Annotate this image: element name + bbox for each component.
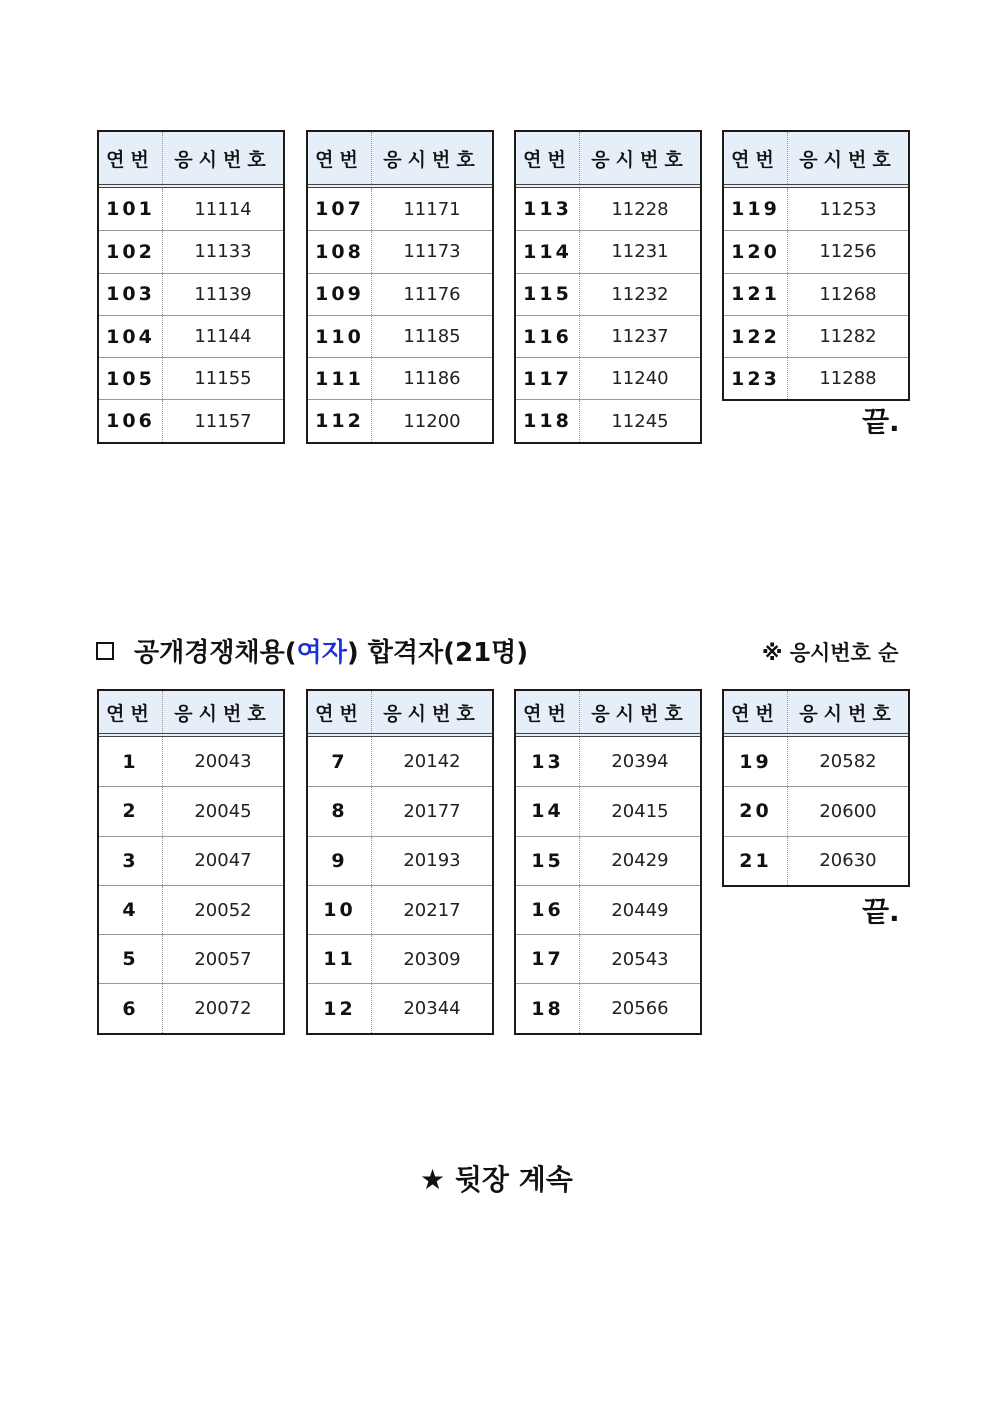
- table-row: [516, 836, 700, 885]
- exam-no-cell: 20057: [194, 948, 252, 970]
- table-header: [308, 132, 492, 188]
- table-row: [308, 273, 492, 315]
- seq-cell: 111: [308, 358, 372, 399]
- exam-no-cell: 20582: [819, 751, 877, 773]
- exam-no-cell: 11240: [611, 368, 669, 390]
- table-row: [724, 786, 908, 835]
- table-header: [724, 691, 908, 737]
- exam-no-cell: 11282: [819, 326, 877, 348]
- seq-cell: 104: [99, 316, 163, 357]
- table-row: [724, 836, 908, 885]
- table-row: [516, 786, 700, 835]
- seq-cell: 102: [99, 231, 163, 272]
- exam-no-cell: 20217: [403, 899, 461, 921]
- table-row: [308, 983, 492, 1032]
- seq-cell: 19: [724, 737, 788, 786]
- header-seq: 연번: [308, 691, 372, 733]
- table-row: [308, 786, 492, 835]
- table-row: [99, 737, 283, 786]
- table-row: [99, 836, 283, 885]
- exam-no-cell: 20043: [194, 751, 252, 773]
- table-header: [516, 691, 700, 737]
- seq-cell: 8: [308, 787, 372, 835]
- seq-cell: 11: [308, 935, 372, 983]
- seq-cell: 1: [99, 737, 163, 786]
- table-row: [724, 357, 908, 399]
- table-row: [99, 315, 283, 357]
- seq-cell: 21: [724, 837, 788, 885]
- seq-cell: 117: [516, 358, 580, 399]
- seq-cell: 120: [724, 231, 788, 272]
- seq-cell: 12: [308, 984, 372, 1032]
- header-exam-no: 응시번호: [799, 702, 897, 725]
- exam-no-cell: 11173: [403, 241, 461, 263]
- continue-note: ★ 뒷장 계속: [420, 1163, 573, 1196]
- table-row: [516, 983, 700, 1032]
- exam-no-cell: 20449: [611, 899, 669, 921]
- table-row: [308, 885, 492, 934]
- seq-cell: 110: [308, 316, 372, 357]
- exam-no-cell: 20543: [611, 948, 669, 970]
- table-row: [99, 273, 283, 315]
- table-header: [516, 132, 700, 188]
- header-exam-no: 응시번호: [383, 148, 481, 171]
- seq-cell: 108: [308, 231, 372, 272]
- exam-no-cell: 11200: [403, 410, 461, 432]
- exam-no-cell: 11176: [403, 283, 461, 305]
- exam-no-cell: 20394: [611, 751, 669, 773]
- header-seq: 연번: [308, 132, 372, 184]
- exam-no-cell: 11245: [611, 410, 669, 432]
- table-row: [308, 934, 492, 983]
- exam-no-cell: 20630: [819, 850, 877, 872]
- exam-no-cell: 20309: [403, 948, 461, 970]
- seq-cell: 10: [308, 886, 372, 934]
- table-row: [99, 357, 283, 399]
- end-mark-section2: 끝.: [862, 895, 900, 928]
- table-row: [516, 399, 700, 441]
- header-exam-no: 응시번호: [174, 702, 272, 725]
- header-seq: 연번: [724, 132, 788, 184]
- section2-title-highlight: 여자: [296, 638, 347, 668]
- results-table: [722, 130, 910, 401]
- exam-no-cell: 11232: [611, 283, 669, 305]
- seq-cell: 121: [724, 274, 788, 315]
- header-exam-no: 응시번호: [799, 148, 897, 171]
- seq-cell: 109: [308, 274, 372, 315]
- exam-no-cell: 11268: [819, 283, 877, 305]
- table-row: [99, 230, 283, 272]
- seq-cell: 106: [99, 400, 163, 441]
- seq-cell: 18: [516, 984, 580, 1032]
- exam-no-cell: 11186: [403, 368, 461, 390]
- exam-no-cell: 20600: [819, 800, 877, 822]
- table-row: [308, 399, 492, 441]
- exam-no-cell: 11288: [819, 368, 877, 390]
- seq-cell: 3: [99, 837, 163, 885]
- seq-cell: 116: [516, 316, 580, 357]
- header-exam-no: 응시번호: [174, 148, 272, 171]
- seq-cell: 118: [516, 400, 580, 441]
- table-row: [516, 934, 700, 983]
- table-row: [308, 315, 492, 357]
- exam-no-cell: 20193: [403, 850, 461, 872]
- table-row: [516, 188, 700, 230]
- header-exam-no: 응시번호: [383, 702, 481, 725]
- seq-cell: 4: [99, 886, 163, 934]
- seq-cell: 13: [516, 737, 580, 786]
- checkbox-square-icon: [96, 642, 114, 660]
- seq-cell: 105: [99, 358, 163, 399]
- table-row: [99, 188, 283, 230]
- exam-no-cell: 11139: [194, 283, 252, 305]
- exam-no-cell: 11144: [194, 326, 252, 348]
- seq-cell: 107: [308, 188, 372, 230]
- end-mark-section1: 끝.: [862, 405, 900, 438]
- seq-cell: 7: [308, 737, 372, 786]
- exam-no-cell: 11185: [403, 326, 461, 348]
- header-seq: 연번: [516, 691, 580, 733]
- seq-cell: 123: [724, 358, 788, 399]
- table-row: [724, 737, 908, 786]
- table-row: [308, 357, 492, 399]
- results-table: [306, 130, 494, 444]
- seq-cell: 101: [99, 188, 163, 230]
- exam-no-cell: 20047: [194, 850, 252, 872]
- results-table: [97, 689, 285, 1035]
- seq-cell: 114: [516, 231, 580, 272]
- exam-no-cell: 11231: [611, 241, 669, 263]
- table-row: [516, 230, 700, 272]
- seq-cell: 9: [308, 837, 372, 885]
- exam-no-cell: 20566: [611, 998, 669, 1020]
- table-row: [308, 230, 492, 272]
- exam-no-cell: 11237: [611, 326, 669, 348]
- table-row: [308, 188, 492, 230]
- seq-cell: 16: [516, 886, 580, 934]
- exam-no-cell: 11133: [194, 241, 252, 263]
- exam-no-cell: 11253: [819, 198, 877, 220]
- exam-no-cell: 20052: [194, 899, 252, 921]
- section2-title-prefix: 공개경쟁채용(: [134, 638, 297, 668]
- seq-cell: 6: [99, 984, 163, 1032]
- seq-cell: 15: [516, 837, 580, 885]
- exam-no-cell: 20072: [194, 998, 252, 1020]
- exam-no-cell: 20142: [403, 751, 461, 773]
- exam-no-cell: 11114: [194, 198, 252, 220]
- table-row: [308, 836, 492, 885]
- header-seq: 연번: [99, 691, 163, 733]
- table-row: [516, 315, 700, 357]
- table-row: [99, 786, 283, 835]
- seq-cell: 17: [516, 935, 580, 983]
- exam-no-cell: 20045: [194, 800, 252, 822]
- table-row: [516, 273, 700, 315]
- table-row: [516, 737, 700, 786]
- results-table: [97, 130, 285, 444]
- exam-no-cell: 11155: [194, 368, 252, 390]
- results-table: [306, 689, 494, 1035]
- exam-no-cell: 20429: [611, 850, 669, 872]
- seq-cell: 115: [516, 274, 580, 315]
- seq-cell: 14: [516, 787, 580, 835]
- table-header: [308, 691, 492, 737]
- table-header: [99, 132, 283, 188]
- table-row: [308, 737, 492, 786]
- exam-no-cell: 11171: [403, 198, 461, 220]
- table-row: [724, 188, 908, 230]
- table-header: [99, 691, 283, 737]
- table-row: [724, 273, 908, 315]
- header-seq: 연번: [516, 132, 580, 184]
- table-row: [724, 230, 908, 272]
- exam-no-cell: 20177: [403, 800, 461, 822]
- table-row: [99, 934, 283, 983]
- seq-cell: 2: [99, 787, 163, 835]
- table-row: [516, 357, 700, 399]
- exam-no-cell: 11228: [611, 198, 669, 220]
- header-seq: 연번: [724, 691, 788, 733]
- section2-title-suffix: ) 합격자(21명): [346, 638, 529, 668]
- exam-no-cell: 20415: [611, 800, 669, 822]
- header-exam-no: 응시번호: [591, 148, 689, 171]
- section2-title: [96, 632, 528, 669]
- results-table: [514, 130, 702, 444]
- seq-cell: 122: [724, 316, 788, 357]
- table-row: [516, 885, 700, 934]
- seq-cell: 20: [724, 787, 788, 835]
- seq-cell: 5: [99, 935, 163, 983]
- header-seq: 연번: [99, 132, 163, 184]
- seq-cell: 119: [724, 188, 788, 230]
- table-row: [99, 399, 283, 441]
- sort-note: ※ 응시번호 순: [762, 641, 899, 665]
- results-table: [722, 689, 910, 887]
- exam-no-cell: 11256: [819, 241, 877, 263]
- seq-cell: 103: [99, 274, 163, 315]
- exam-no-cell: 11157: [194, 410, 252, 432]
- table-header: [724, 132, 908, 188]
- header-exam-no: 응시번호: [591, 702, 689, 725]
- table-row: [724, 315, 908, 357]
- table-row: [99, 983, 283, 1032]
- seq-cell: 112: [308, 400, 372, 441]
- results-table: [514, 689, 702, 1035]
- exam-no-cell: 20344: [403, 998, 461, 1020]
- table-row: [99, 885, 283, 934]
- seq-cell: 113: [516, 188, 580, 230]
